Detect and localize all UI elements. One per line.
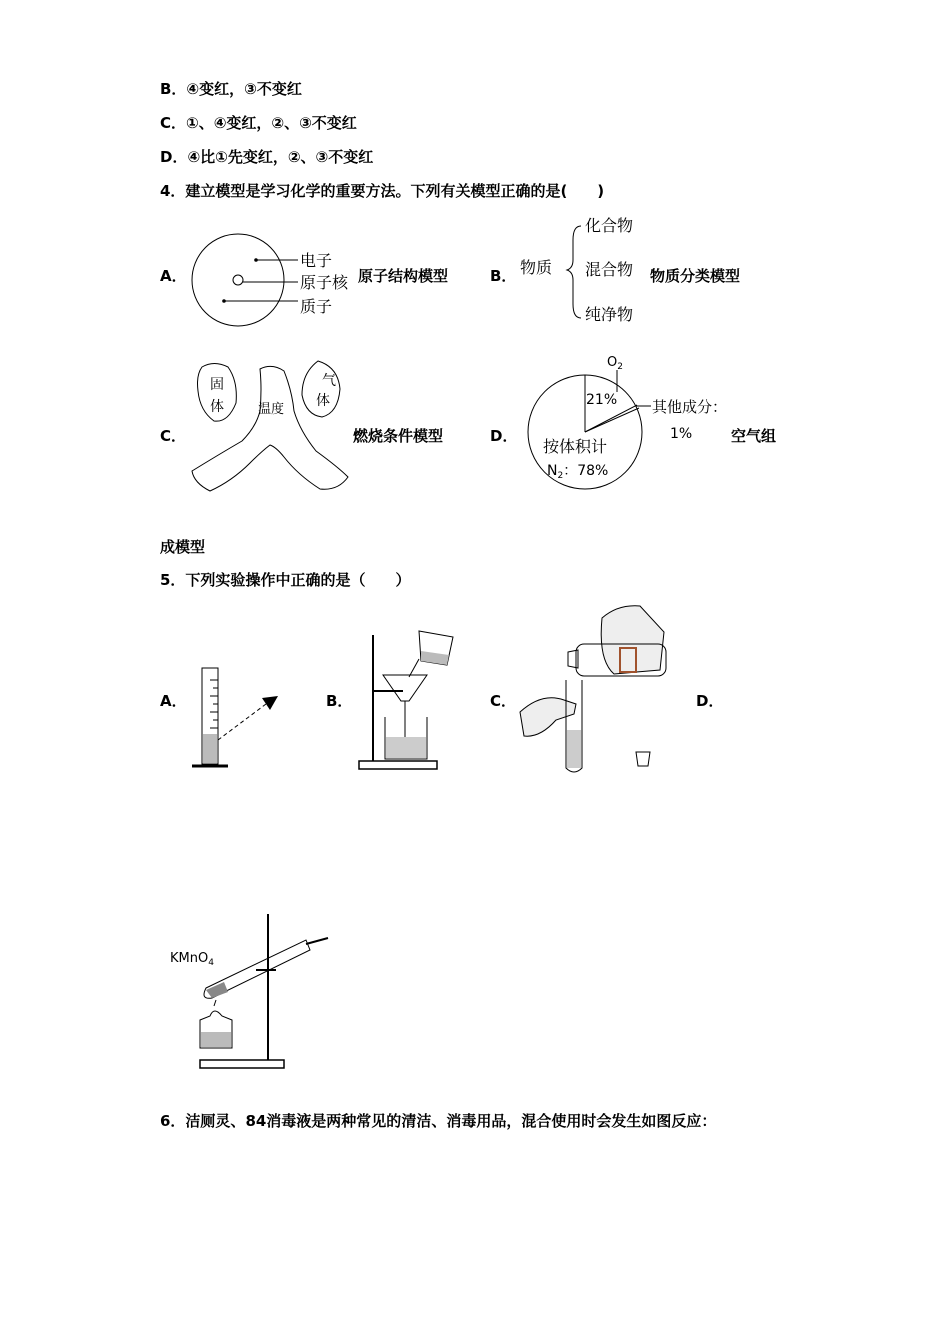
q4-a-label: A．	[160, 267, 187, 285]
q4-b-label: B．	[490, 267, 517, 285]
classification-item-compound: 化合物	[585, 216, 634, 235]
q5-a-label: A．	[160, 692, 187, 710]
q4-d-caption-part1: 空气组	[731, 427, 777, 445]
q4-d-label: D．	[490, 427, 518, 445]
classification-root: 物质	[520, 258, 553, 277]
q4-c-caption: 燃烧条件模型	[353, 427, 444, 445]
atom-nucleus-label: 原子核	[300, 273, 349, 292]
q5-stem: 5．下列实验操作中正确的是（ ）	[160, 571, 411, 589]
combustion-solid-1: 固	[210, 377, 224, 393]
q5-c-label: C．	[490, 692, 517, 710]
classification-item-pure: 纯净物	[585, 305, 634, 324]
pie-o2-percent: 21%	[586, 392, 618, 408]
atom-proton-label: 质子	[300, 297, 333, 316]
atom-model-figure	[190, 232, 370, 332]
q5-b-label: B．	[326, 692, 353, 710]
q6-stem: 6．洁厕灵、84消毒液是两种常见的清洁、消毒用品，混合使用时会发生如图反应：	[160, 1112, 717, 1130]
pie-other-label: 其他成分：	[652, 398, 728, 416]
q4-b-caption: 物质分类模型	[650, 267, 741, 285]
classification-figure	[515, 210, 655, 330]
combustion-figure	[188, 355, 353, 495]
filtration-figure	[355, 625, 470, 775]
pie-n2-label: $N_2$：78%	[547, 463, 609, 481]
q5-d-label: D．	[696, 692, 724, 710]
q4-a-caption: 原子结构模型	[358, 267, 449, 285]
combustion-gas-1: 气	[322, 373, 336, 389]
combustion-solid-2: 体	[210, 399, 224, 415]
classification-item-mixture: 混合物	[585, 260, 634, 279]
pie-o2-label: $O_2$	[607, 355, 623, 372]
kmno4-label: KMnO$_4$	[170, 951, 214, 968]
combustion-gas-2: 体	[316, 393, 330, 409]
q4-c-label: C．	[160, 427, 187, 445]
q3-option-c: C．①、④变红，②、③不变红	[160, 114, 357, 132]
q4-d-caption-part2: 成模型	[160, 538, 206, 556]
liquid-pouring-figure	[518, 600, 668, 775]
kmno4-heating-figure	[166, 910, 336, 1075]
q4-stem: 4．建立模型是学习化学的重要方法。下列有关模型正确的是( )	[160, 182, 605, 200]
pie-other-percent: 1%	[670, 426, 693, 442]
pie-basis-label: 按体积计	[543, 437, 608, 456]
air-composition-pie	[515, 348, 745, 498]
q3-option-b: B．④变红，③不变红	[160, 80, 302, 98]
atom-electron-label: 电子	[300, 251, 333, 270]
combustion-temp: 温度	[258, 402, 285, 417]
graduated-cylinder-figure	[190, 660, 285, 772]
q3-option-d: D．④比①先变红，②、③不变红	[160, 148, 374, 166]
